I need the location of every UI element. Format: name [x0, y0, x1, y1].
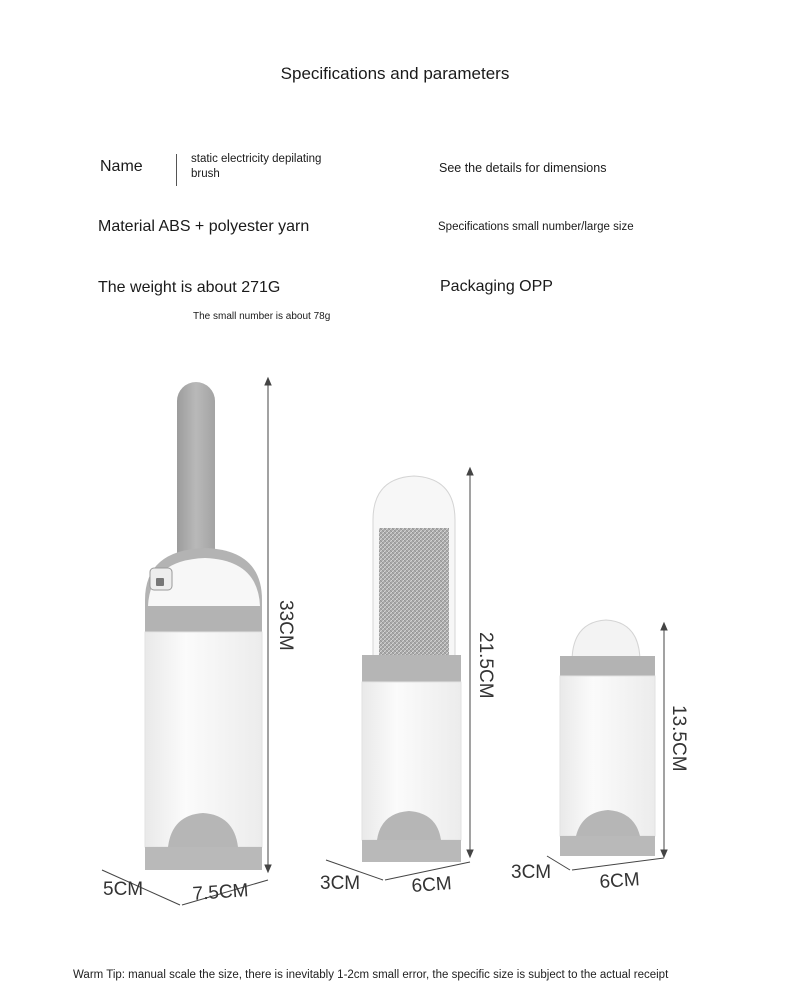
medium-brush-collar	[362, 655, 461, 682]
small-height-label: 13.5CM	[668, 705, 689, 772]
large-brush	[145, 382, 262, 870]
warm-tip: Warm Tip: manual scale the size, there is inevitably 1-2cm small error, the specific size is subject to the actual receipt	[73, 969, 669, 981]
small-brush	[560, 620, 655, 856]
material-spec: Material ABS + polyester yarn	[98, 218, 310, 235]
name-value: static electricity depilating brush	[191, 153, 322, 180]
medium-brush-fabric	[379, 528, 449, 662]
packaging-spec: Packaging OPP	[440, 278, 553, 295]
small-brush-dome	[572, 620, 640, 662]
small-brush-base	[560, 836, 655, 856]
large-brush-handle	[177, 382, 215, 572]
medium-height-label: 21.5CM	[475, 632, 496, 699]
page-title: Specifications and parameters	[280, 64, 510, 83]
large-depth-label: 5CM	[103, 879, 144, 900]
small-depth-label: 3CM	[511, 862, 552, 883]
small-width-label: 6CM	[598, 869, 641, 893]
medium-width-label: 6CM	[410, 873, 453, 897]
small-brush-collar	[560, 656, 655, 676]
large-brush-base	[145, 847, 262, 870]
small-weight-note: The small number is about 78g	[193, 311, 331, 322]
medium-brush	[362, 476, 461, 862]
medium-brush-base	[362, 840, 461, 862]
large-height-label: 33CM	[275, 600, 296, 651]
large-width-label: 7.5CM	[191, 880, 250, 905]
weight-spec: The weight is about 271G	[98, 279, 281, 296]
name-label: Name	[100, 158, 143, 175]
medium-depth-label: 3CM	[320, 873, 361, 894]
dimensions-note: See the details for dimensions	[439, 161, 607, 175]
size-spec: Specifications small number/large size	[438, 221, 634, 233]
